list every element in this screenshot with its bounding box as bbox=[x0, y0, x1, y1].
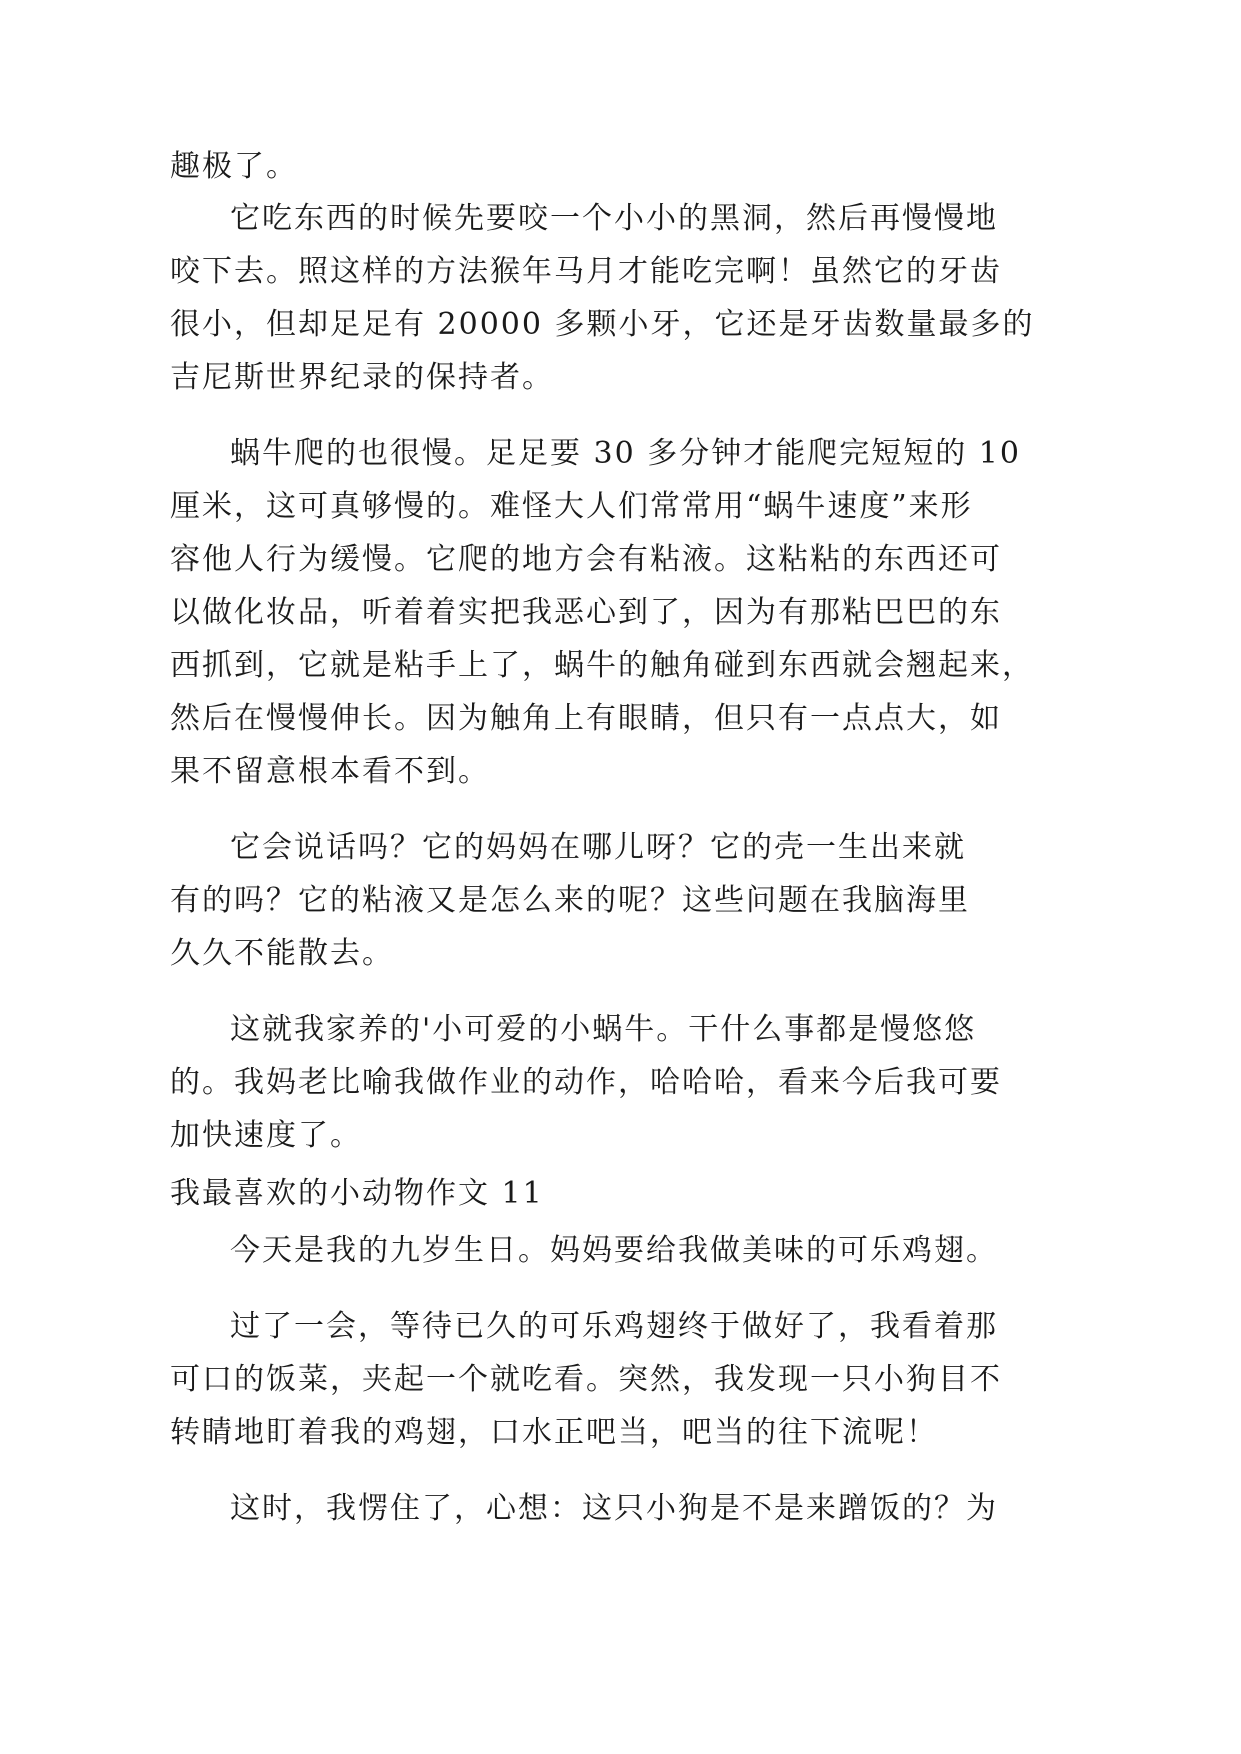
text-line: 西抓到，它就是粘手上了，蜗牛的触角碰到东西就会翘起来， bbox=[170, 648, 1034, 683]
text-line: 久久不能散去。 bbox=[170, 936, 394, 971]
text-line: 果不留意根本看不到。 bbox=[170, 754, 490, 789]
text-line: 的。我妈老比喻我做作业的动作，哈哈哈，看来今后我可要 bbox=[170, 1065, 1002, 1100]
paragraph-first-line: 这就我家养的'小可爱的小蜗牛。干什么事都是慢悠悠 bbox=[230, 1012, 977, 1047]
text-line: 很小，但却足足有 20000 多颗小牙，它还是牙齿数量最多的 bbox=[170, 307, 1035, 342]
text-line: 厘米，这可真够慢的。难怪大人们常常用“蜗牛速度”来形 bbox=[170, 489, 973, 524]
paragraph-first-line: 它吃东西的时候先要咬一个小小的黑洞，然后再慢慢地 bbox=[230, 201, 998, 236]
paragraph-first-line: 今天是我的九岁生日。妈妈要给我做美味的可乐鸡翅。 bbox=[230, 1233, 998, 1268]
text-line: 吉尼斯世界纪录的保持者。 bbox=[170, 360, 554, 395]
text-line: 容他人行为缓慢。它爬的地方会有粘液。这粘粘的东西还可 bbox=[170, 542, 1002, 577]
text-line: 然后在慢慢伸长。因为触角上有眼睛，但只有一点点大，如 bbox=[170, 701, 1002, 736]
paragraph-first-line: 它会说话吗？它的妈妈在哪儿呀？它的壳一生出来就 bbox=[230, 830, 966, 865]
section-heading: 我最喜欢的小动物作文 11 bbox=[170, 1176, 544, 1211]
text-line: 有的吗？它的粘液又是怎么来的呢？这些问题在我脑海里 bbox=[170, 883, 970, 918]
text-line: 可口的饭菜，夹起一个就吃看。突然，我发现一只小狗目不 bbox=[170, 1362, 1002, 1397]
text-line: 转睛地盯着我的鸡翅，口水正吧当，吧当的往下流呢！ bbox=[170, 1415, 938, 1450]
paragraph-first-line: 这时，我愣住了，心想：这只小狗是不是来蹭饭的？为 bbox=[230, 1491, 998, 1526]
text-line: 加快速度了。 bbox=[170, 1118, 362, 1153]
paragraph-first-line: 过了一会，等待已久的可乐鸡翅终于做好了，我看着那 bbox=[230, 1309, 998, 1344]
text-line: 趣极了。 bbox=[170, 149, 298, 184]
text-line: 咬下去。照这样的方法猴年马月才能吃完啊！虽然它的牙齿 bbox=[170, 254, 1002, 289]
text-line: 以做化妆品，听着着实把我恶心到了，因为有那粘巴巴的东 bbox=[170, 595, 1002, 630]
paragraph-first-line: 蜗牛爬的也很慢。足足要 30 多分钟才能爬完短短的 10 bbox=[230, 436, 1021, 471]
